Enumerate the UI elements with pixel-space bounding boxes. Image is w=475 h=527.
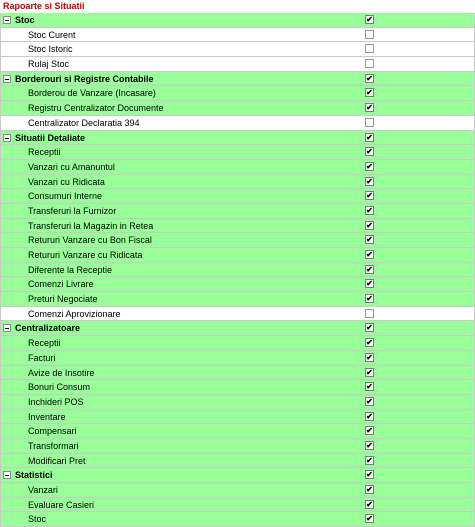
group-label: Centralizatoare — [15, 323, 81, 334]
item-row-vanzari[interactable] — [1, 483, 474, 498]
item-row-receptii[interactable] — [1, 145, 474, 160]
item-row-compensari[interactable] — [1, 424, 474, 439]
collapse-icon[interactable] — [3, 75, 11, 83]
item-checkbox[interactable]: ✔ — [366, 88, 373, 98]
item-row-transferuri-la-magazin-in-retea[interactable] — [1, 219, 474, 234]
item-row-borderou-de-vanzare-incasare[interactable] — [1, 86, 474, 101]
item-row-comenzi-aprovizionare[interactable] — [1, 307, 474, 322]
item-checkbox[interactable]: ✔ — [366, 294, 373, 304]
item-label: Receptii — [28, 338, 61, 349]
item-row-modificari-pret[interactable] — [1, 454, 474, 469]
item-checkbox[interactable]: ✔ — [366, 205, 373, 215]
item-checkbox[interactable]: ✔ — [366, 367, 373, 377]
item-label: Vanzari cu Ridicata — [28, 176, 105, 187]
group-checkbox[interactable]: ✔ — [366, 15, 373, 24]
item-checkbox[interactable]: ✔ — [366, 411, 373, 421]
item-label: Compensari — [28, 426, 77, 437]
item-checkbox[interactable]: ✔ — [366, 279, 373, 289]
item-checkbox[interactable]: ✔ — [366, 161, 373, 171]
item-checkbox[interactable] — [365, 44, 374, 53]
group-label: Stoc — [15, 15, 35, 25]
item-label: Comenzi Aprovizionare — [28, 308, 121, 319]
collapse-icon[interactable] — [3, 471, 11, 479]
item-label: Evaluare Casieri — [28, 499, 95, 510]
panel-title: Rapoarte si Situatii — [3, 1, 85, 11]
item-checkbox[interactable]: ✔ — [366, 455, 373, 465]
item-row-transformari[interactable] — [1, 439, 474, 454]
item-row-diferente-la-receptie[interactable] — [1, 263, 474, 278]
item-row-centralizator-declaratia-394[interactable] — [1, 116, 474, 131]
item-label: Facturi — [28, 352, 56, 363]
group-checkbox[interactable]: ✔ — [366, 470, 373, 480]
item-label: Receptii — [28, 147, 61, 158]
item-checkbox[interactable]: ✔ — [366, 382, 373, 392]
item-row-facturi[interactable] — [1, 351, 474, 366]
item-label: Stoc Curent — [28, 29, 76, 40]
reports-tree — [0, 13, 475, 527]
item-label: Stoc Istoric — [28, 44, 73, 55]
item-row-inventare[interactable] — [1, 410, 474, 425]
item-row-stoc-istoric[interactable] — [1, 42, 474, 57]
item-label: Consumuri Interne — [28, 191, 103, 202]
item-label: Stoc — [28, 514, 47, 525]
item-checkbox[interactable]: ✔ — [366, 514, 373, 524]
group-row-stoc[interactable] — [1, 13, 474, 28]
item-label: Bonuri Consum — [28, 382, 91, 393]
item-row-vanzari-cu-amanuntul[interactable] — [1, 160, 474, 175]
item-checkbox[interactable]: ✔ — [366, 426, 373, 436]
item-row-bonuri-consum[interactable] — [1, 380, 474, 395]
item-checkbox[interactable]: ✔ — [366, 191, 373, 201]
item-label: Retururi Vanzare cu Bon Fiscal — [28, 235, 152, 246]
item-row-retururi-vanzare-cu-bon-fiscal[interactable] — [1, 233, 474, 248]
item-checkbox[interactable]: ✔ — [366, 220, 373, 230]
item-checkbox[interactable]: ✔ — [366, 264, 373, 274]
item-label: Comenzi Livrare — [28, 279, 94, 290]
item-row-retururi-vanzare-cu-ridicata[interactable] — [1, 248, 474, 263]
item-checkbox[interactable]: ✔ — [366, 250, 373, 259]
item-row-receptii[interactable] — [1, 336, 474, 351]
group-checkbox[interactable]: ✔ — [366, 132, 373, 142]
item-checkbox[interactable]: ✔ — [366, 499, 373, 509]
item-checkbox[interactable] — [365, 309, 374, 318]
item-label: Rulaj Stoc — [28, 59, 70, 70]
item-checkbox[interactable]: ✔ — [366, 147, 373, 157]
group-checkbox[interactable]: ✔ — [366, 73, 373, 83]
collapse-icon[interactable] — [3, 324, 11, 332]
item-row-consumuri-interne[interactable] — [1, 189, 474, 204]
item-label: Retururi Vanzare cu Ridicata — [28, 250, 143, 260]
collapse-icon[interactable] — [3, 134, 11, 142]
item-row-stoc[interactable] — [1, 512, 474, 527]
item-label: Registru Centralizator Documente — [28, 103, 164, 114]
item-row-vanzari-cu-ridicata[interactable] — [1, 175, 474, 190]
item-label: Inchideri POS — [28, 396, 84, 407]
item-row-transferuri-la-furnizor[interactable] — [1, 204, 474, 219]
group-label: Statistici — [15, 470, 53, 481]
item-label: Vanzari cu Amanuntul — [28, 161, 115, 172]
item-checkbox[interactable]: ✔ — [366, 396, 373, 406]
item-row-avize-de-insotire[interactable] — [1, 366, 474, 381]
group-row-centralizatoare[interactable] — [1, 321, 474, 336]
collapse-icon[interactable] — [3, 16, 11, 24]
group-label: Borderouri si Registre Contabile — [15, 73, 154, 84]
item-label: Centralizator Declaratia 394 — [28, 117, 140, 128]
item-checkbox[interactable] — [365, 118, 374, 127]
item-label: Borderou de Vanzare (Incasare) — [28, 88, 156, 99]
item-label: Avize de Insotire — [28, 367, 95, 378]
item-row-rulaj-stoc[interactable] — [1, 57, 474, 72]
group-row-situatii-detaliate[interactable] — [1, 131, 474, 146]
item-label: Diferente la Receptie — [28, 264, 113, 275]
item-checkbox[interactable]: ✔ — [366, 235, 373, 245]
item-label: Preturi Negociate — [28, 294, 98, 305]
item-row-comenzi-livrare[interactable] — [1, 277, 474, 292]
group-checkbox[interactable]: ✔ — [366, 323, 373, 333]
group-row-borderouri-si-registre-contabile[interactable] — [1, 72, 474, 87]
item-label: Inventare — [28, 411, 66, 422]
item-label: Vanzari — [28, 485, 58, 495]
item-checkbox[interactable]: ✔ — [366, 352, 373, 362]
item-checkbox[interactable]: ✔ — [366, 440, 373, 450]
item-label: Modificari Pret — [28, 455, 86, 466]
item-row-registru-centralizator-documente[interactable] — [1, 101, 474, 116]
item-label: Transformari — [28, 440, 79, 451]
item-checkbox[interactable]: ✔ — [366, 103, 373, 113]
item-checkbox[interactable] — [365, 30, 374, 39]
group-row-statistici[interactable] — [1, 468, 474, 483]
item-row-stoc-curent[interactable] — [1, 28, 474, 43]
item-checkbox[interactable]: ✔ — [366, 338, 373, 348]
item-label: Transferuri la Magazin in Retea — [28, 220, 154, 231]
group-label: Situatii Detaliate — [15, 132, 86, 143]
item-label: Transferuri la Furnizor — [28, 205, 117, 216]
item-row-evaluare-casieri[interactable] — [1, 498, 474, 513]
item-checkbox[interactable] — [365, 59, 374, 68]
item-checkbox[interactable]: ✔ — [366, 485, 373, 494]
item-row-inchideri-pos[interactable] — [1, 395, 474, 410]
item-checkbox[interactable]: ✔ — [366, 176, 373, 186]
item-row-preturi-negociate[interactable] — [1, 292, 474, 307]
